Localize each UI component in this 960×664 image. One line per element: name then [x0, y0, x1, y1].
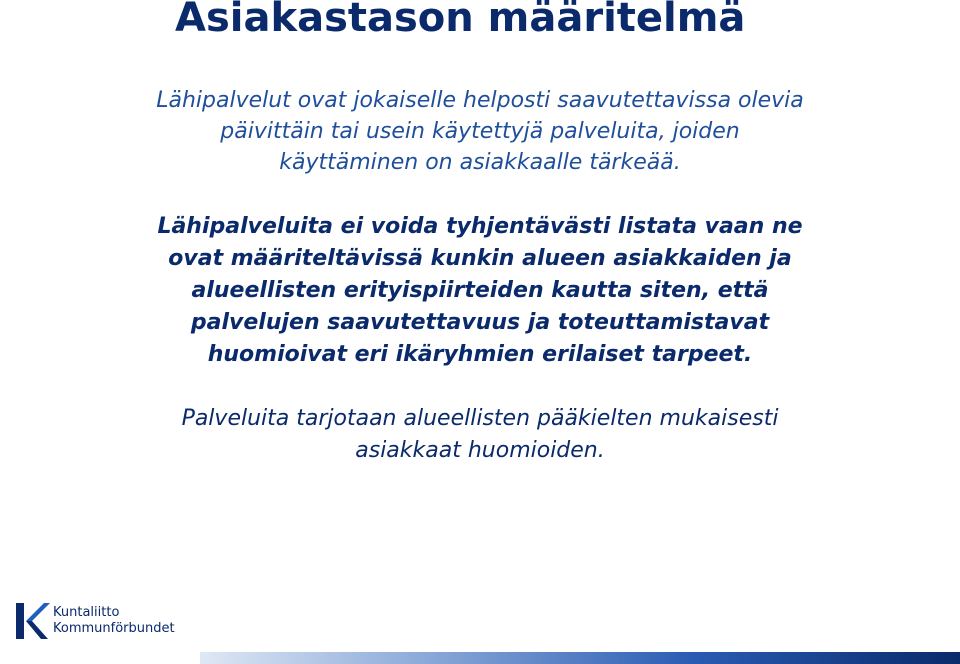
definition-line: alueellisten erityispiirteiden kautta siten, että [191, 278, 769, 303]
logo-lower-wing-icon [26, 621, 48, 639]
slide-title: Asiakastason määritelmä [175, 0, 746, 41]
definition-line: Lähipalveluita ei voida tyhjentävästi listata vaan ne [157, 214, 803, 239]
kuntaliitto-logo [16, 601, 186, 643]
definition-paragraph [0, 211, 960, 371]
definition-line: ovat määriteltävissä kunkin alueen asiakkaiden ja [168, 246, 792, 271]
language-paragraph [0, 403, 960, 467]
logo-upper-wing-icon [26, 603, 50, 621]
language-line: Palveluita tarjotaan alueellisten pääkielten mukaisesti [181, 406, 779, 431]
logo-bar-icon [16, 603, 24, 639]
footer-gradient-bar [200, 652, 960, 664]
logo-line-finnish: Kuntaliitto [53, 605, 120, 620]
definition-line: huomioivat eri ikäryhmien erilaiset tarpeet. [207, 342, 753, 367]
language-line: asiakkaat huomioiden. [355, 438, 605, 463]
intro-line: päivittäin tai usein käytettyjä palveluita, joiden [220, 119, 740, 144]
kuntaliitto-logo-icon [16, 601, 50, 641]
logo-text [53, 605, 175, 637]
logo-line-swedish: Kommunförbundet [53, 621, 175, 636]
definition-line: palvelujen saavutettavuus ja toteuttamistavat [190, 310, 770, 335]
intro-line: Lähipalvelut ovat jokaiselle helposti saavutettavissa olevia [156, 88, 804, 113]
intro-paragraph [0, 85, 960, 178]
intro-line: käyttäminen on asiakkaalle tärkeää. [279, 150, 681, 175]
